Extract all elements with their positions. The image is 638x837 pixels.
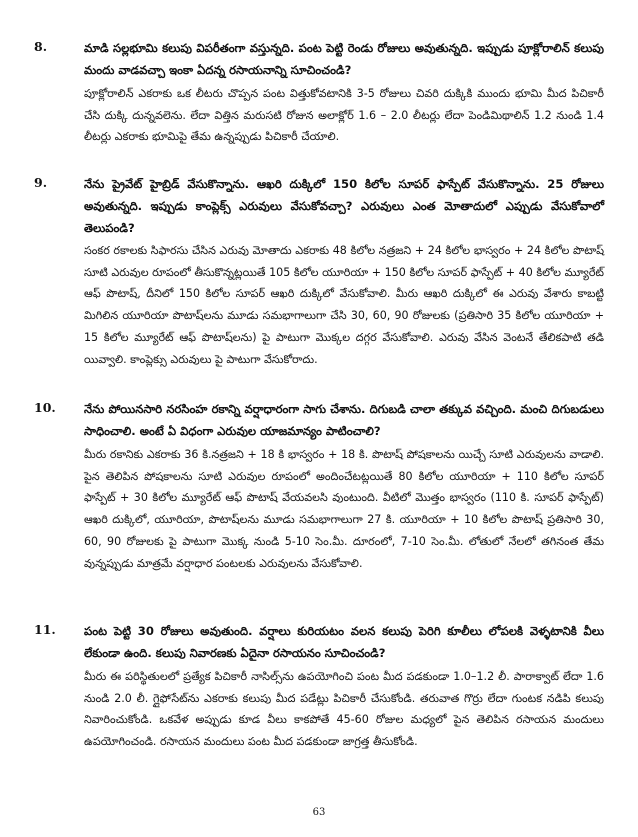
question-number: 11. <box>34 622 56 637</box>
answer-text: పూక్లోరాలిన్ ఎకరాకు ఒక లీటరు చొప్పన పంట విత్తుకోవటానికి 3-5 రోజులు చివరి దుక్కికి ముందు భూమి మీద పిచికారీ చేసి దుక్కి దున్నవలెను. లేదా విత్తిన మరుసటి రోజున అలాక్లోర్ 1.6 – 2.0 లీటర్లు లేదా పెండిమిథాలిన్ 1.2 నుండి 1.4 లీటర్లు ఎకరాకు భూమిపై తేమ ఉన్నప్పుడు పిచికారీ చేయాలి. <box>84 87 604 144</box>
question-number: 10. <box>34 400 56 415</box>
answer-text: సంకర రకాలకు సిఫారసు చేసిన ఎరువు మోతాదు ఎకరాకు 48 కిలోల నత్రజని + 24 కిలోల భాస్వరం + 24 కిలోల పొటాష్ సూటి ఎరువుల రూపంలో తీసుకొన్నట్లయితే 105 కిలోల యూరియా + 150 కిలోల సూపర్ ఫాస్పేట్ + 40 కిలోల మ్యూరేట్ ఆఫ్ పొటాష్, దీనిలో 150 కిలోల సూపర్ ఆఖరి దుక్కిలో వేసుకోవాలి. మీరు ఆఖరి దుక్కిలో ఈ ఎరువు వేశారు కాబట్టి మిగిలిన యూరియా పొటాష్‌లను మూడు సమభాగాలుగా చేసి 30, 60, 90 రోజులకు (ప్రతిసారి 35 కిలోల యూరియా + 15 కిలోల మ్యూరేట్ ఆఫ్ పొటాష్‌లను) పై పాటుగా మొక్కల దగ్గర వేసుకోవాలి. ఎరువు వేసిన వెంటనే తేలికపాటి తడి యివ్వాలి. కాంప్లెక్సు ఎరువులు పై పాటుగా వేసుకోరాదు. <box>84 244 604 366</box>
page-number: 63 <box>312 807 326 818</box>
question-text: నేను ప్రైవేట్ హైబ్రిడ్ వేసుకొన్నాను. ఆఖరి దుక్కిలో 150 కిలోల సూపర్ ఫాస్పేట్ వేసుకొన్నాను. 25 రోజులు అవుతున్నది. ఇప్పుడు కాంప్లెక్స్ ఎరువులు వేసుకోవచ్చా? ఎరువులు ఎంత మోతాదులో ఎప్పుడు వేసుకోవాలో తెలుపండి? <box>84 177 604 235</box>
question-number: 9. <box>34 175 48 190</box>
answer-text: మీరు రకానికు ఎకరాకు 36 కి.నత్రజని + 18 కి భాస్వరం + 18 కి. పొటాష్ పోషకాలను యిచ్చే సూటి ఎరువులను వాడాలి. పైన తెలిపిన పోషకాలను సూటి ఎరువుల రూపంలో అందించేటట్లయితే 80 కిలోల యూరియా + 110 కిలోల సూపర్ ఫాస్పేట్ + 30 కిలోల మ్యూరేట్ ఆఫ్ పొటాష్ వేయవలసి వుంటుంది. వీటిలో మొత్తం భాస్వరం (110 కి. సూపర్ ఫాస్పేట్) ఆఖరి దుక్కిలో, యూరియా, పొటాష్‌లను మూడు సమభాగాలుగా 27 కి. యూరియా + 10 కిలోల పొటాష్ ప్రతిసారి 30, 60, 90 రోజులకు పై పాటుగా మొక్క నుండి 5-10 సెం.మీ. దూరంలో, 7-10 సెం.మీ. లోతులో నేలలో తగినంత తేమ వున్నప్పుడు మాత్రమే వర్షాధార పంటలకు ఎరువులను వేసుకోవాలి. <box>84 448 604 570</box>
question-text: నేను పోయినసారి నరసింహ రకాన్ని వర్షాధారంగా సాగు చేశాను. దిగుబడి చాలా తక్కువ వచ్చింది. మంచి దిగుబడులు సాధించాలి. అంటే ఏ విధంగా ఎరువుల యాజమాన్యం పాటించాలి? <box>84 402 604 438</box>
question-text: పంట పెట్టి 30 రోజులు అవుతుంది. వర్షాలు కురియటం వలన కలుపు పెరిగి కూలీలు లోపలకి వెళ్ళటానికి వీలు లేకుండా ఉంది. కలుపు నివారణకు ఏదైనా రసాయనం సూచించండి? <box>84 624 604 660</box>
answer-text: మీరు ఈ పరిస్థితులలో ప్రత్యేక పిచికారీ నాసిల్స్‌ను ఉపయోగించి పంట మీద పడకుండా 1.0–1.2 లీ. పారాక్వాట్ లేదా 1.6 నుండి 2.0 లీ. గ్లైఫోసేట్‌ను ఎకరాకు కలుపు మీద పడేట్లు పిచికారీ చేసుకోండి. తరువాత గొర్రు లేదా గుంటక నడిపి కలుపు నివారించుకోండి. ఒకవేళ అప్పుడు కూడ వీలు కాకపోతే 45-60 రోజుల మధ్యలో పైన తెలిపిన రసాయన మందులు ఉపయోగించండి. రసాయన మందులు పంట మీద పడకుండా జాగ్రత్త తీసుకోండి. <box>84 670 604 749</box>
question-number: 8. <box>34 39 48 54</box>
question-text: మాడి సల్లభూమి కలుపు విపరీతంగా వస్తున్నది. పంట పెట్టి రెండు రోజులు అవుతున్నది. ఇప్పుడు పూక్లోరాలిన్ కలుపు మందు వాడవచ్చా ఇంకా ఏదన్న రసాయనాన్ని సూచించండి? <box>84 41 604 77</box>
